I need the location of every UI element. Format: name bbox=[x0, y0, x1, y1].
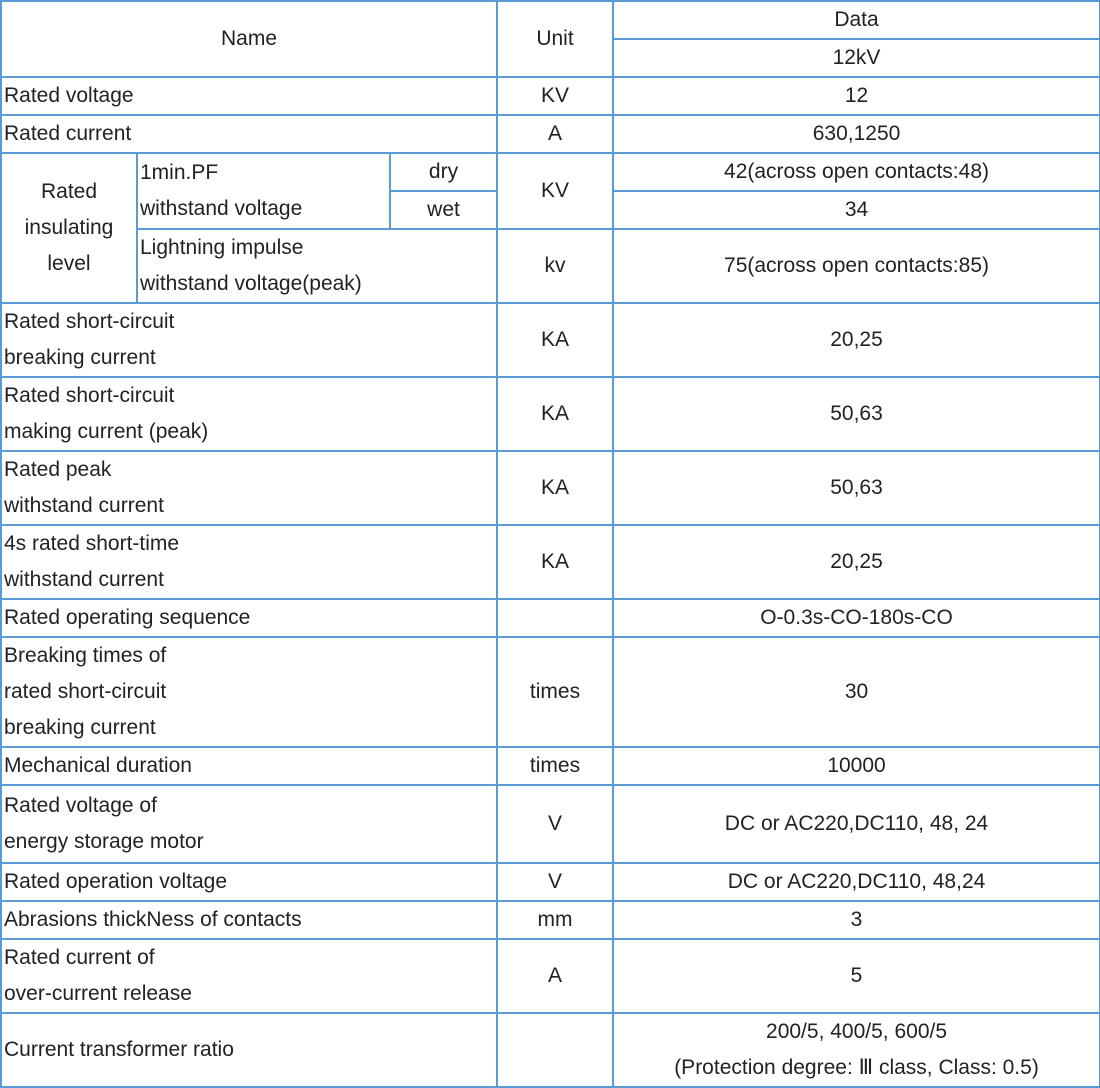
param-unit: times bbox=[497, 637, 613, 747]
param-unit bbox=[497, 599, 613, 637]
param-unit: A bbox=[497, 939, 613, 1013]
param-unit: KA bbox=[497, 377, 613, 451]
table-row bbox=[1, 1013, 1100, 1087]
table-row bbox=[1, 901, 1100, 939]
param-name: Abrasions thickNess of contacts bbox=[1, 901, 497, 939]
param-unit bbox=[497, 1013, 613, 1087]
param-unit: V bbox=[497, 785, 613, 863]
param-name: Rated voltage of energy storage motor bbox=[1, 785, 497, 863]
insulating-level-label: Rated insulating level bbox=[1, 153, 137, 303]
param-name: Rated short-circuit making current (peak) bbox=[1, 377, 497, 451]
param-value: 50,63 bbox=[613, 451, 1100, 525]
pf-withstand-name: 1min.PF withstand voltage bbox=[137, 153, 390, 229]
param-value: 5 bbox=[613, 939, 1100, 1013]
table-row bbox=[1, 377, 1100, 451]
table-row bbox=[1, 863, 1100, 901]
param-name: Mechanical duration bbox=[1, 747, 497, 785]
param-value: 50,63 bbox=[613, 377, 1100, 451]
header-data: Data bbox=[613, 1, 1100, 39]
table-row bbox=[1, 229, 1100, 303]
param-value: 20,25 bbox=[613, 303, 1100, 377]
param-unit: KV bbox=[497, 77, 613, 115]
lightning-impulse-value: 75(across open contacts:85) bbox=[613, 229, 1100, 303]
table-row bbox=[1, 525, 1100, 599]
param-value: 3 bbox=[613, 901, 1100, 939]
param-value: 200/5, 400/5, 600/5 (Protection degree: Ⅲ class, Class: 0.5) bbox=[613, 1013, 1100, 1087]
param-name: Rated voltage bbox=[1, 77, 497, 115]
wet-value: 34 bbox=[613, 191, 1100, 229]
param-unit: A bbox=[497, 115, 613, 153]
lightning-impulse-name: Lightning impulse withstand voltage(peak) bbox=[137, 229, 497, 303]
pf-withstand-unit: KV bbox=[497, 153, 613, 229]
param-value: 30 bbox=[613, 637, 1100, 747]
param-value: 10000 bbox=[613, 747, 1100, 785]
param-unit: V bbox=[497, 863, 613, 901]
header-variant: 12kV bbox=[613, 39, 1100, 77]
param-value: DC or AC220,DC110, 48,24 bbox=[613, 863, 1100, 901]
table-row bbox=[1, 153, 1100, 191]
wet-label: wet bbox=[390, 191, 497, 229]
table-row bbox=[1, 115, 1100, 153]
param-unit: KA bbox=[497, 525, 613, 599]
param-value: 12 bbox=[613, 77, 1100, 115]
header-row bbox=[1, 1, 1100, 39]
param-unit: times bbox=[497, 747, 613, 785]
table-row bbox=[1, 637, 1100, 747]
table-row bbox=[1, 451, 1100, 525]
param-name: Current transformer ratio bbox=[1, 1013, 497, 1087]
param-name: Breaking times of rated short-circuit breaking current bbox=[1, 637, 497, 747]
table-row bbox=[1, 77, 1100, 115]
param-value: O-0.3s-CO-180s-CO bbox=[613, 599, 1100, 637]
param-value: 20,25 bbox=[613, 525, 1100, 599]
table-row bbox=[1, 939, 1100, 1013]
param-unit: KA bbox=[497, 303, 613, 377]
header-unit: Unit bbox=[497, 1, 613, 77]
dry-value: 42(across open contacts:48) bbox=[613, 153, 1100, 191]
lightning-impulse-unit: kv bbox=[497, 229, 613, 303]
header-name: Name bbox=[1, 1, 497, 77]
table-row bbox=[1, 599, 1100, 637]
param-name: Rated current bbox=[1, 115, 497, 153]
table-row bbox=[1, 785, 1100, 863]
param-unit: mm bbox=[497, 901, 613, 939]
param-name: Rated operation voltage bbox=[1, 863, 497, 901]
param-name: 4s rated short-time withstand current bbox=[1, 525, 497, 599]
param-name: Rated short-circuit breaking current bbox=[1, 303, 497, 377]
param-name: Rated current of over-current release bbox=[1, 939, 497, 1013]
param-value: 630,1250 bbox=[613, 115, 1100, 153]
param-unit: KA bbox=[497, 451, 613, 525]
dry-label: dry bbox=[390, 153, 497, 191]
param-name: Rated peak withstand current bbox=[1, 451, 497, 525]
param-value: DC or AC220,DC110, 48, 24 bbox=[613, 785, 1100, 863]
table-row bbox=[1, 747, 1100, 785]
table-row bbox=[1, 303, 1100, 377]
param-name: Rated operating sequence bbox=[1, 599, 497, 637]
